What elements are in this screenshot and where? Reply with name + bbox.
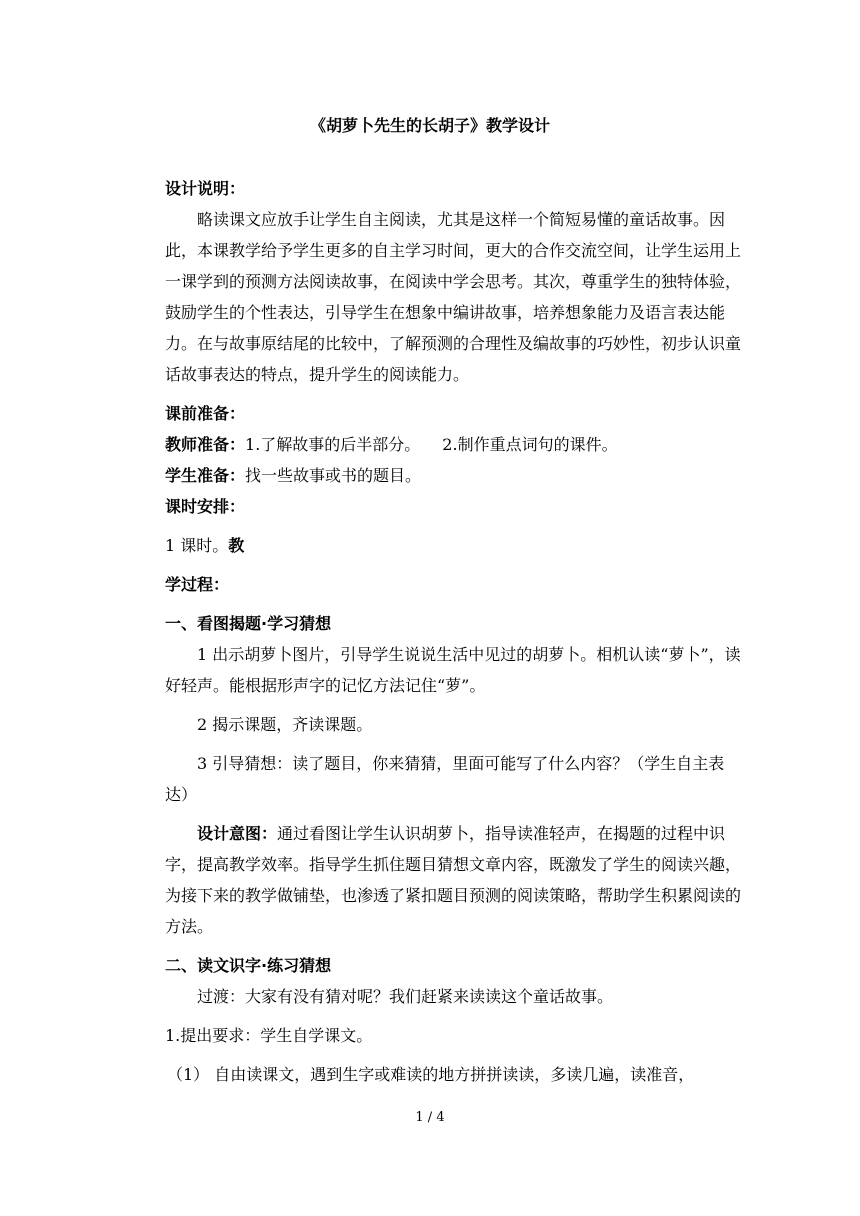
teacher-prep-label: 教师准备： xyxy=(165,435,246,454)
section-1-step-3: 3 引导猜想：读了题目，你来猜猜，里面可能写了什么内容？（学生自主表达） xyxy=(165,754,725,804)
design-note-heading: 设计说明： xyxy=(165,179,246,198)
section-1-intent xyxy=(165,818,745,942)
intent-label: 设计意图： xyxy=(197,824,278,843)
section-2-heading: 二、读文识字·练习猜想 xyxy=(165,956,332,975)
teacher-prep-item-1: 1.了解故事的后半部分。 xyxy=(245,435,421,454)
document-body xyxy=(165,173,745,1090)
section-2-transition: 过渡：大家有没有猜对呢？我们赶紧来读读这个童话故事。 xyxy=(197,987,614,1006)
prep-heading: 课前准备： xyxy=(165,404,246,423)
section-2-requirement: 1.提出要求：学生自学课文。 xyxy=(165,1026,373,1045)
section-1-step-1: 1 出示胡萝卜图片，引导学生说说生活中见过的胡萝卜。相机认读“萝卜”，读好轻声。能根据形声字的记忆方法记住“萝”。 xyxy=(165,645,741,695)
process-heading: 学过程： xyxy=(165,575,230,594)
section-1-heading: 一、看图揭题·学习猜想 xyxy=(165,614,332,633)
section-2-sub-1: （1） 自由读课文，遇到生字或难读的地方拼拼读读，多读几遍，读准音， xyxy=(167,1065,695,1084)
design-note-body: 略读课文应放手让学生自主阅读，尤其是这样一个简短易懂的童话故事。因此，本课教学给予学生更多的自主学习时间，更大的合作交流空间，让学生运用上一课学到的预测方法阅读故事，在阅读中学会思考。其次，尊重学生的独特体验，鼓励学生的个性表达，引导学生在想象中编讲故事，培养想象能力及语言表达能力。在与故事原结尾的比较中，了解预测的合理性及编故事的巧妙性，初步认识童话故事表达的特点，提升学生的阅读能力。 xyxy=(165,210,742,384)
student-prep xyxy=(165,460,745,491)
document-title: 《胡萝卜先生的长胡子》教学设计 xyxy=(309,116,550,135)
teacher-prep xyxy=(165,429,745,460)
teacher-prep-item-2: 2.制作重点词句的课件。 xyxy=(442,435,618,454)
page-number: 1 / 4 xyxy=(415,1110,445,1125)
intent-text: 通过看图让学生认识胡萝卜，指导读准轻声，在揭题的过程中识字，提高教学效率。指导学生抓住题目猜想文章内容，既激发了学生的阅读兴趣， 为接下来的教学做铺垫，也渗透了紧扣题目预测的阅读策略，帮助学生积累阅读的方法。 xyxy=(165,824,742,936)
section-1-step-2: 2 揭示课题，齐读课题。 xyxy=(197,715,373,734)
schedule-text: 1 课时。教 xyxy=(165,536,245,555)
schedule-heading: 课时安排： xyxy=(165,497,246,516)
student-prep-text: 找一些故事或书的题目。 xyxy=(245,466,422,485)
student-prep-label: 学生准备： xyxy=(165,466,246,485)
